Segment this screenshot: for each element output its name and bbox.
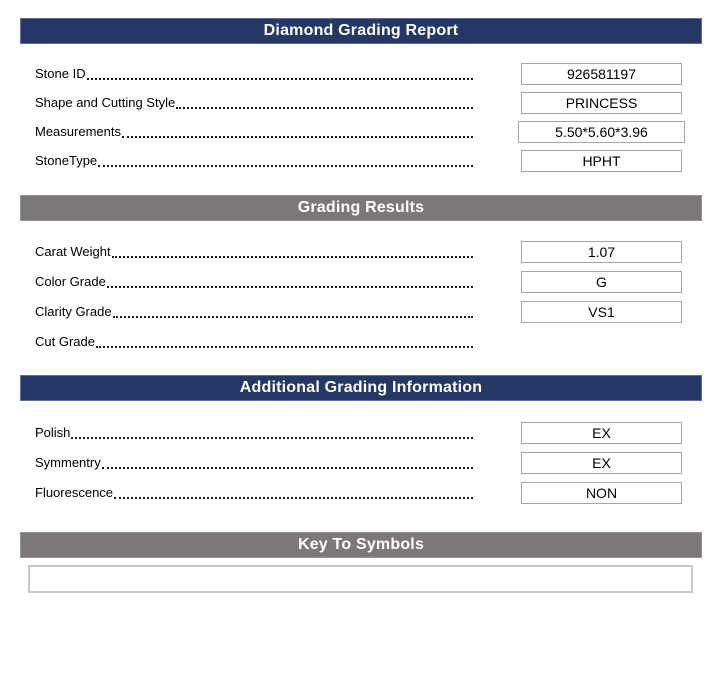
section-header-diamond-grading-report: [20, 18, 702, 44]
dot-leader: [122, 136, 473, 138]
symmetry-value: EX: [592, 455, 611, 471]
polish-row: [0, 422, 720, 444]
cut-grade-label: Cut Grade: [35, 334, 95, 349]
section-title: Grading Results: [297, 199, 425, 216]
carat-weight-row: [0, 241, 720, 263]
shape-field[interactable]: [521, 92, 682, 114]
stone-id-value: 926581197: [566, 66, 637, 82]
polish-field[interactable]: [521, 422, 682, 444]
section-grading-results: [0, 221, 720, 353]
dot-leader: [102, 467, 473, 469]
measurements-label: Measurements: [35, 124, 121, 139]
symmetry-field[interactable]: [521, 452, 682, 474]
carat-weight-label: Carat Weight: [35, 244, 111, 259]
color-grade-field[interactable]: [521, 271, 682, 293]
dot-leader: [98, 165, 473, 167]
key-to-symbols-box[interactable]: [28, 565, 693, 593]
stone-type-value: HPHT: [582, 153, 621, 169]
section-title: Key To Symbols: [297, 536, 425, 553]
clarity-grade-row: [0, 301, 720, 323]
stone-type-row: [0, 150, 720, 172]
symmetry-row: [0, 452, 720, 474]
dot-leader: [96, 346, 473, 348]
section-identification: [0, 44, 720, 172]
stone-id-label: Stone ID: [35, 66, 86, 81]
carat-weight-field[interactable]: [521, 241, 682, 263]
color-grade-value: G: [596, 274, 607, 290]
symmetry-label: Symmentry: [35, 455, 101, 470]
polish-label: Polish: [35, 425, 71, 440]
dot-leader: [71, 437, 473, 439]
dot-leader: [113, 316, 473, 318]
shape-label: Shape and Cutting Style: [35, 95, 176, 110]
fluorescence-value: NON: [585, 485, 618, 501]
shape-value: PRINCESS: [565, 95, 638, 111]
fluorescence-label: Fluorescence: [35, 485, 114, 500]
diamond-grading-report: [0, 18, 720, 677]
dot-leader: [112, 256, 473, 258]
stone-id-row: [0, 63, 720, 85]
polish-value: EX: [592, 425, 611, 441]
color-grade-row: [0, 271, 720, 293]
clarity-grade-label: Clarity Grade: [35, 304, 112, 319]
clarity-grade-value: VS1: [588, 304, 615, 320]
dot-leader: [114, 497, 473, 499]
stone-id-field[interactable]: [521, 63, 682, 85]
section-header-additional-grading-information: [20, 375, 702, 401]
dot-leader: [107, 286, 473, 288]
fluorescence-row: [0, 482, 720, 504]
stone-type-label: StoneType: [35, 153, 98, 168]
cut-grade-row: [0, 331, 720, 353]
carat-weight-value: 1.07: [587, 244, 616, 260]
color-grade-label: Color Grade: [35, 274, 106, 289]
stone-type-field[interactable]: [521, 150, 682, 172]
measurements-field[interactable]: [518, 121, 685, 143]
measurements-row: [0, 121, 720, 143]
section-title: Additional Grading Information: [239, 379, 483, 396]
section-additional-info: [0, 401, 720, 504]
measurements-value: 5.50*5.60*3.96: [555, 124, 648, 140]
fluorescence-field[interactable]: [521, 482, 682, 504]
dot-leader: [87, 78, 473, 80]
clarity-grade-field[interactable]: [521, 301, 682, 323]
section-header-key-to-symbols: [20, 532, 702, 558]
section-title: Diamond Grading Report: [263, 22, 459, 39]
dot-leader: [176, 107, 473, 109]
shape-row: [0, 92, 720, 114]
section-header-grading-results: [20, 195, 702, 221]
